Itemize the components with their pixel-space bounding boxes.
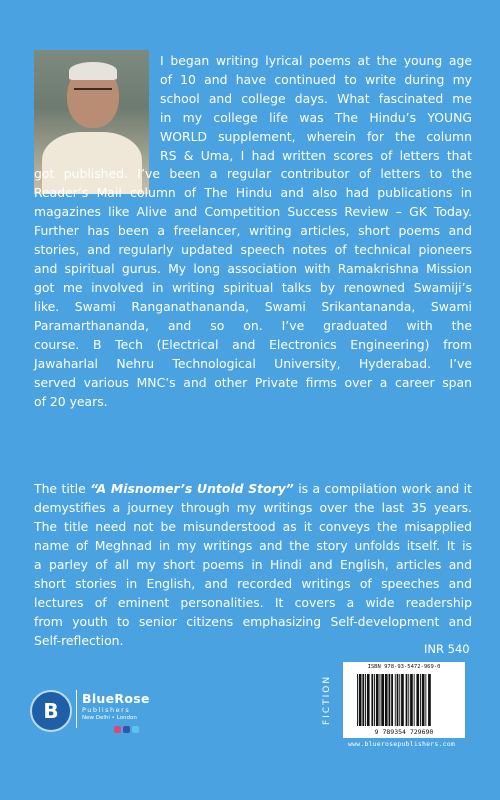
barcode-bar [395, 674, 396, 726]
barcode-bar [376, 674, 379, 726]
bluerose-logo-icon: B [30, 690, 72, 732]
description-intro-prefix: The title [34, 481, 91, 496]
barcode-bar [380, 674, 381, 726]
description-line: short stories in English, and recorded writings of speeches and [34, 576, 472, 591]
author-bio-full-width [34, 164, 472, 411]
author-bio-beside-photo [160, 51, 472, 165]
barcode-bar [381, 674, 384, 726]
barcode-bar [410, 674, 413, 726]
description-line: Self-reflection. [34, 633, 124, 648]
barcode-bar [425, 674, 426, 726]
barcode-bar [428, 674, 431, 726]
barcode-bar [397, 674, 399, 726]
barcode-bar [414, 674, 415, 726]
barcode-bar [365, 674, 366, 726]
bio-line: got published. I’ve been a regular contributor of letters to the [34, 166, 472, 181]
bio-line: Further has been a freelancer, writing articles, short poems and [34, 223, 472, 238]
twitter-icon [132, 726, 139, 733]
book-description [34, 479, 472, 650]
description-first-line [34, 479, 472, 498]
barcode-bar [362, 674, 364, 726]
isbn-digits: 9 789354 729690 [374, 728, 434, 736]
publisher-name: BlueRose [82, 691, 150, 706]
description-line: from youth to senior citizens emphasizing Self-development and [34, 614, 472, 629]
barcode-bar [401, 674, 404, 726]
social-icons [114, 726, 139, 733]
bio-line: served various MNC’s and other Private firms over a career span [34, 375, 472, 390]
barcode-bar [422, 674, 425, 726]
facebook-icon [123, 726, 130, 733]
description-intro-suffix: is a compilation work and it [293, 481, 472, 496]
barcode-bar [420, 674, 421, 726]
description-line: The title need not be misunderstood as it conveys the misapplied [34, 519, 472, 534]
barcode-bar [406, 674, 408, 726]
bio-line: course. B Tech (Electrical and Electronics Engineering) from [34, 337, 472, 352]
bio-line: WORLD supplement, wherein for the column [160, 129, 472, 144]
price-label: INR 540 [424, 642, 470, 656]
bio-line: magazines like Alive and Competition Success Review – GK Today. [34, 204, 472, 219]
barcode-bar [357, 674, 358, 726]
author-photo-glasses [74, 88, 112, 100]
description-line: lectures of eminent personalities. It covers a wide readership [34, 595, 472, 610]
bio-line: and spiritual gurus. My long association with Ramakrishna Mission [34, 261, 472, 276]
barcode-bar [374, 674, 375, 726]
isbn-label: ISBN 978-93-5472-969-0 [367, 664, 441, 670]
barcode-bar [359, 674, 362, 726]
bio-line: in my college life was The Hindu’s YOUNG [160, 110, 472, 125]
bio-line: Jawaharlal Nehru Technological University, Hyderabad. I’ve [34, 356, 472, 371]
bio-line: of 10 and have continued to write during my [160, 72, 472, 87]
bio-line: of 20 years. [34, 394, 108, 409]
bio-line: got me involved in writing spiritual talks by renowned Swamiji’s [34, 280, 472, 295]
barcode-bar [416, 674, 419, 726]
publisher-tagline: Publishers [82, 706, 131, 714]
book-title: “A Misnomer’s Untold Story” [90, 481, 294, 496]
barcode-bar [371, 674, 373, 726]
barcode-bars [357, 674, 461, 726]
description-line: a parley of all my short poems in Hindi and English, articles and [34, 557, 472, 572]
barcode-bar [399, 674, 400, 726]
bio-line: I began writing lyrical poems at the young age [160, 53, 472, 68]
publisher-website: www.bluerosepublishers.com [348, 740, 455, 748]
bio-line: like. Swami Ranganathananda, Swami Srikantananda, Swami [34, 299, 472, 314]
barcode-bar [367, 674, 370, 726]
barcode-bar [408, 674, 409, 726]
barcode [343, 662, 465, 738]
barcode-bar [385, 674, 388, 726]
author-photo-hair [69, 62, 117, 80]
barcode-bar [391, 674, 393, 726]
bio-line: school and college days. What fascinated me [160, 91, 472, 106]
bio-line: Paramarthananda, and so on. I’ve graduated with the [34, 318, 472, 333]
instagram-icon [114, 726, 121, 733]
bio-line: Reader’s Mail column of The Hindu and also had publications in [34, 185, 472, 200]
logo-divider [76, 690, 77, 728]
bio-line: RS & Uma, I had written scores of letters that [160, 148, 472, 163]
description-line: demystifies a journey through my writings over the last 35 years. [34, 500, 472, 515]
genre-label: FICTION [322, 674, 332, 726]
publisher-cities: New Delhi • London [82, 715, 137, 721]
description-line: name of Meghnad in my writings and the story unfolds itself. It is [34, 538, 472, 553]
publisher-logo [30, 686, 170, 742]
barcode-bar [389, 674, 391, 726]
bio-line: stories, and regularly updated speech notes of technical pioneers [34, 242, 472, 257]
